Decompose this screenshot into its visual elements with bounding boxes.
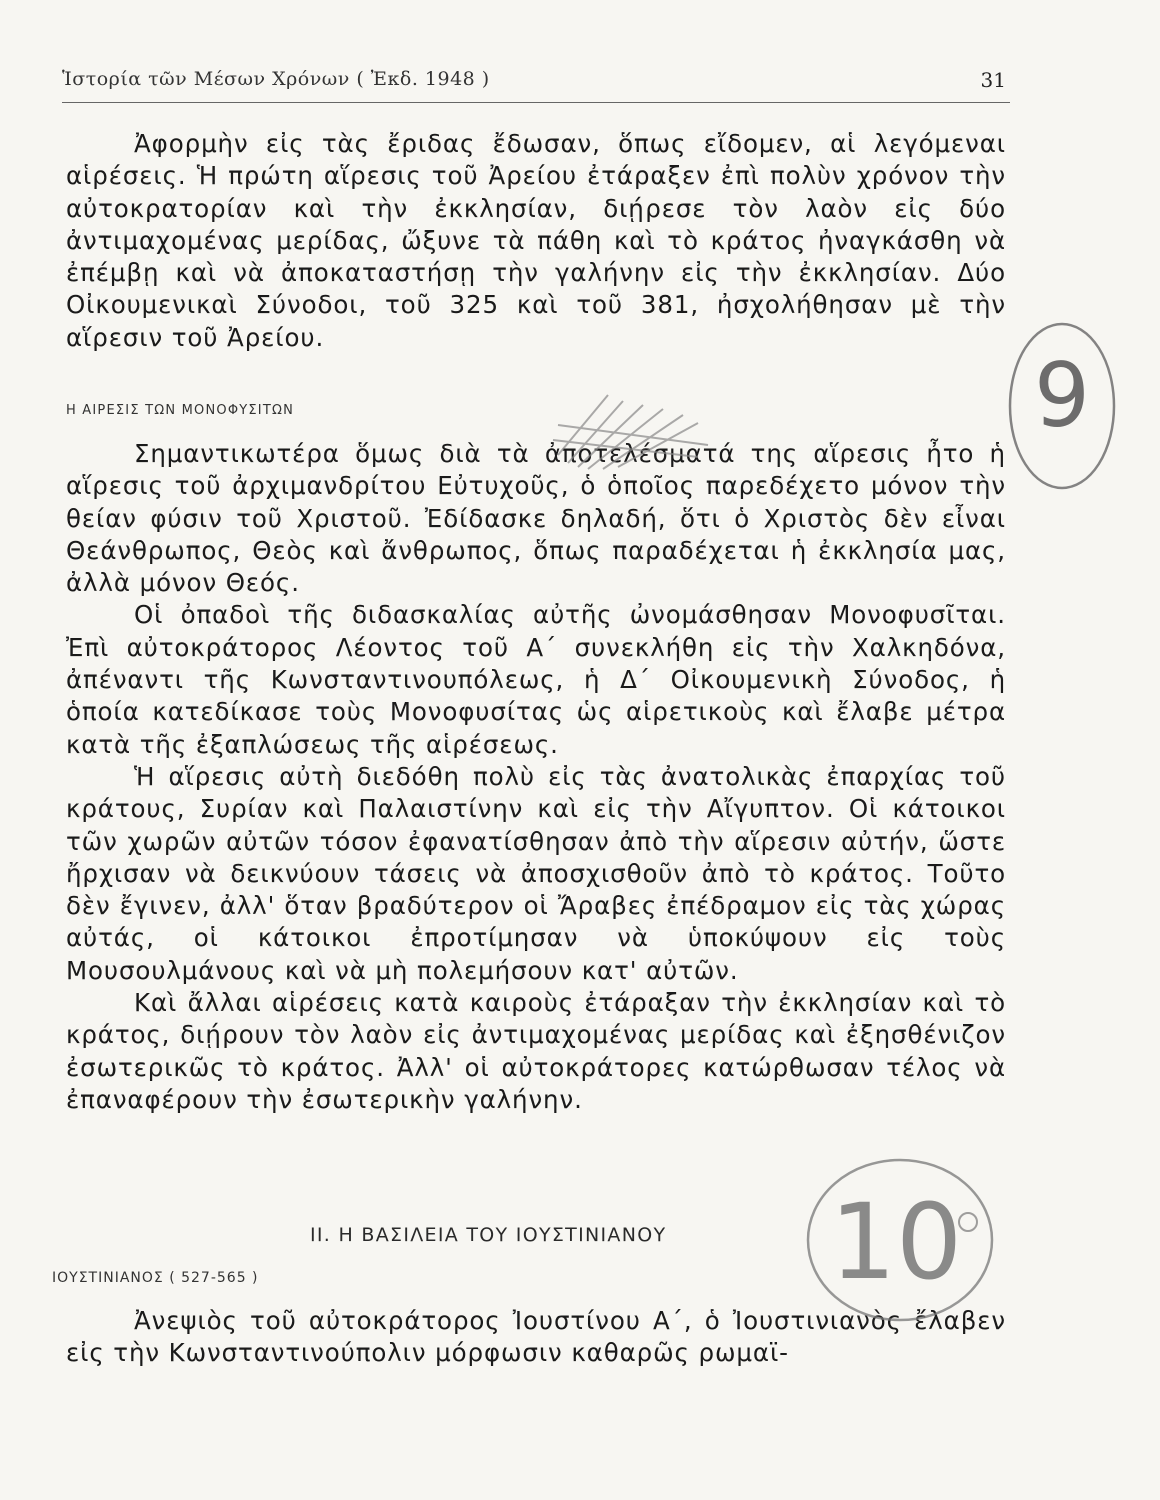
paragraph: Ἀνεψιὸς τοῦ αὐτοκράτορος Ἰουστίνου Α΄, ὁ Ἰουστινιανὸς ἔλαβεν εἰς τὴν Κωνσταντινούπολιν μόρφωσιν καθαρῶς ρωμαϊ-: [66, 1306, 1006, 1368]
paragraph: Ἡ αἵρεσις αὐτὴ διεδόθη πολὺ εἰς τὰς ἀνατολικὰς ἐπαρχίας τοῦ κράτους, Συρίαν καὶ Παλαιστίνην καὶ εἰς τὴν Αἴγυπτον. Οἱ κάτοικοι τῶν χωρῶν αὐτῶν τόσον ἐφανατίσθησαν ἀπὸ τὴν αἵρεσιν αὐτήν, ὥστε ἤρχισαν νὰ δεικνύουν τάσεις νὰ ἀποσχισθοῦν ἀπὸ τὸ κράτος. Τοῦτο δὲν ἔγινεν, ἀλλ' ὅταν βραδύτερον οἱ Ἄραβες ἐπέδραμον εἰς τὰς χώρας αὐτάς, οἱ κάτοικοι ἐπροτίμησαν νὰ ὑποκύψουν εἰς τοὺς Μουσουλμάνους καὶ νὰ μὴ πολεμήσουν κατ' αὐτῶν.: [66, 761, 1006, 985]
pencil-circle-annotation: [1000, 318, 1130, 498]
running-title: Ἱστορία τῶν Μέσων Χρόνων ( Ἐκδ. 1948 ): [62, 68, 490, 90]
monophysite-section: [66, 438, 1006, 1116]
chapter-heading: ΙΙ. Η ΒΑΣΙΛΕΙΑ ΤΟΥ ΙΟΥΣΤΙΝΙΑΝΟΥ: [310, 1224, 667, 1246]
section-label: Η ΑΙΡΕΣΙΣ ΤΩΝ ΜΟΝΟΦΥΣΙΤΩΝ: [66, 403, 295, 418]
justinian-section: [66, 1305, 1006, 1370]
annotation-number: 10: [829, 1181, 963, 1303]
paragraph: Καὶ ἄλλαι αἱρέσεις κατὰ καιροὺς ἐτάραξαν τὴν ἐκκλησίαν καὶ τὸ κράτος, διῄρουν τὸν λαὸν εἰς ἀντιμαχομένας μερίδας καὶ ἐξησθένιζον ἐσωτερικῶς τὸ κράτος. Ἀλλ' οἱ αὐτοκράτορες κατώρθωσαν τέλος νὰ ἐπαναφέρουν τὴν ἐσωτερικὴν γαλήνην.: [66, 988, 1006, 1114]
intro-section: [66, 128, 1006, 354]
pencil-circle-annotation: [800, 1148, 1000, 1328]
chapter-sublabel: ΙΟΥΣΤΙΝΙΑΝΟΣ ( 527-565 ): [52, 1270, 259, 1286]
paragraph: Ἀφορμὴν εἰς τὰς ἔριδας ἔδωσαν, ὅπως εἴδομεν, αἱ λεγόμεναι αἱρέσεις. Ἡ πρώτη αἵρεσις τοῦ Ἀρείου ἐτάραξεν ἐπὶ πολὺν χρόνον τὴν αὐτοκρατορίαν καὶ τὴν ἐκκλησίαν, διῄρεσε τὸν λαὸν εἰς δύο ἀντιμαχομένας μερίδας, ὤξυνε τὰ πάθη καὶ τὸ κράτος ἠναγκάσθη νὰ ἐπέμβῃ καὶ νὰ ἀποκαταστήσῃ τὴν γαλήνην εἰς τὴν ἐκκλησίαν. Δύο Οἰκουμενικαὶ Σύνοδοι, τοῦ 325 καὶ τοῦ 381, ἠσχολήθησαν μὲ τὴν αἵρεσιν τοῦ Ἀρείου.: [66, 129, 1006, 352]
page-number: 31: [980, 68, 1006, 92]
page-header: [62, 62, 1010, 103]
paragraph: Σημαντικωτέρα ὅμως διὰ τὰ ἀποτελέσματά της αἵρεσις ἦτο ἡ αἵρεσις τοῦ ἀρχιμανδρίτου Εὐτυχοῦς, ὁ ὁποῖος παρεδέχετο μόνον τὴν θείαν φύσιν τοῦ Χριστοῦ. Ἐδίδασκε δηλαδή, ὅτι ὁ Χριστὸς δὲν εἶναι Θεάνθρωπος, Θεὸς καὶ ἄνθρωπος, ὅπως παραδέχεται ἡ ἐκκλησία μας, ἀλλὰ μόνον Θεός.: [66, 439, 1006, 598]
paragraph: Οἱ ὀπαδοὶ τῆς διδασκαλίας αὐτῆς ὠνομάσθησαν Μονοφυσῖται. Ἐπὶ αὐτοκράτορος Λέοντος τοῦ Α΄ συνεκλήθη εἰς τὴν Χαλκηδόνα, ἀπέναντι τῆς Κωνσταντινουπόλεως, ἡ Δ΄ Οἰκουμενικὴ Σύνοδος, ἡ ὁποία κατεδίκασε τοὺς Μονοφυσίτας ὡς αἱρετικοὺς καὶ ἔλαβε μέτρα κατὰ τῆς ἐξαπλώσεως τῆς αἱρέσεως.: [66, 600, 1006, 759]
annotation-number: 9: [1034, 344, 1090, 447]
